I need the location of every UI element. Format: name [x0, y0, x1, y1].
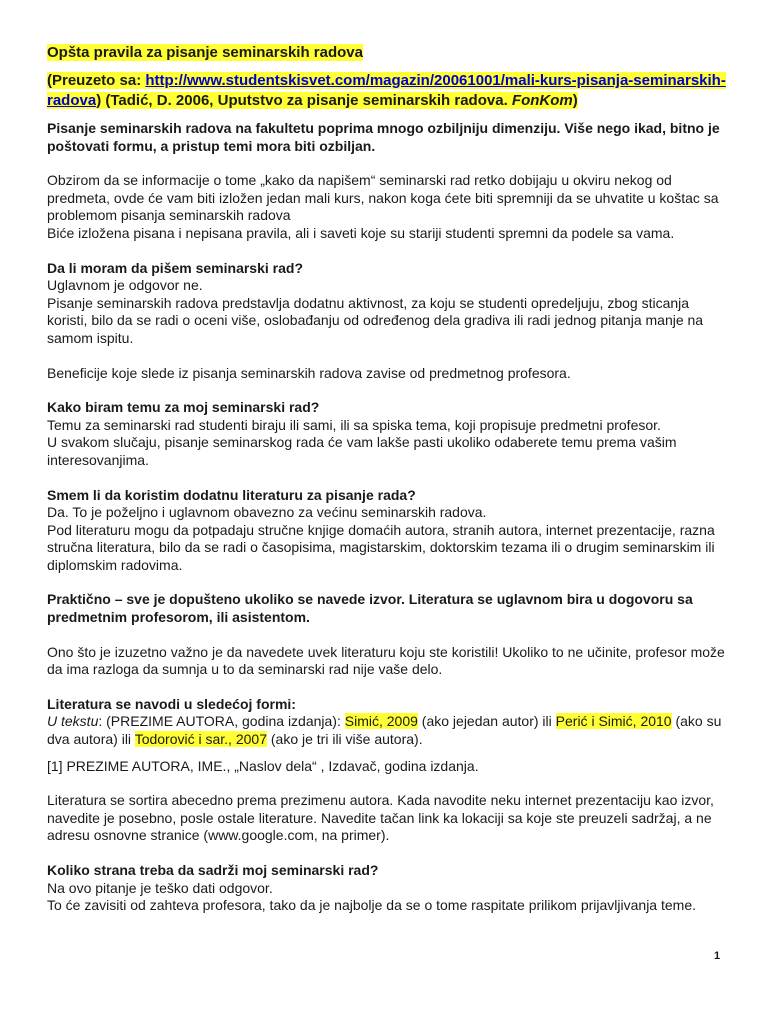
source-citation: (Tadić, D. 2006, Uputstvo za pisanje seminarskih radova.	[101, 92, 512, 109]
answer-page-count-1: Na ovo pitanje je teško dati odgovor.	[47, 879, 273, 896]
page-number: 1	[714, 950, 721, 962]
in-text-part-3: (ako su dva autora) ili	[47, 713, 722, 748]
in-text-label: U tekstu	[47, 713, 99, 730]
in-text-part-2: (ako jejedan autor) ili	[417, 713, 556, 730]
heading-must-write: Da li moram da pišem seminarski rad?	[47, 259, 303, 276]
source-link[interactable]: http://www.studentskisvet.com/magazin/20061001/mali-kurs-pisanja-seminarskih-radova	[47, 72, 726, 109]
source-prefix: (Preuzeto sa:	[47, 72, 146, 89]
heading-literature-format: Literatura se navodi u sledećoj formi:	[47, 695, 296, 712]
heading-choose-topic: Kako biram temu za moj seminarski rad?	[47, 399, 320, 416]
source-after-url: )	[96, 92, 102, 109]
answer-page-count-2: To će zavisiti od zahteva profesora, tako da je najbolje da se o tome raspitate prilikom prijavljivanja teme.	[47, 897, 696, 914]
answer-literature-use-3: Ono što je izuzetno važno je da navedete uvek literaturu koju ste koristili! Ukoliko to ne učinite, profesor može da ima razloga da sumnja u to da seminarski rad nije vaše delo.	[47, 643, 725, 678]
answer-literature-use-2: Pod literaturu mogu da potpadaju stručne knjige domaćih autora, stranih autora, internet prezentacije, razna stručna literatura, bilo da se radi o časopisima, magistarskim, doktorskim tezama ili o drugim seminarskim ili diplomskim radovima.	[47, 521, 715, 573]
in-text-part-1: : (PREZIME AUTORA, godina izdanja):	[98, 713, 345, 730]
source-close: )	[572, 92, 578, 109]
answer-must-write-3: Beneficije koje slede iz pisanja seminarskih radova zavise od predmetnog profesora.	[47, 364, 571, 381]
document-page	[47, 43, 727, 915]
citation-example-multiple: Todorović i sar., 2007	[134, 731, 267, 748]
document-title: Opšta pravila za pisanje seminarskih radova	[47, 44, 363, 61]
answer-must-write-2: Pisanje seminarskih radova predstavlja dodatnu aktivnost, za koju se studenti opredeljuju, zbog sticanja koristi, bilo da se radi o oceni više, oslobađanju od određenog dela gradiva ili radi jednog pitanja manje na samom ispitu.	[47, 294, 704, 346]
answer-choose-topic-1: Temu za seminarski rad studenti biraju ili sami, ili sa spiska tema, koji propisuje predmetni profesor.	[47, 416, 661, 433]
source-publisher: FonKom	[511, 92, 573, 109]
in-text-part-4: (ako je tri ili više autora).	[266, 731, 423, 748]
in-text-citation-rule	[47, 713, 727, 748]
citation-example-two: Perić i Simić, 2010	[555, 713, 672, 730]
answer-choose-topic-2: U svakom slučaju, pisanje seminarskog rada će vam lakše pasti ukoliko odaberete temu prema vašim interesovanjima.	[47, 434, 677, 468]
answer-literature-use-1: Da. To je poželjno i uglavnom obavezno za većinu seminarskih radova.	[47, 504, 487, 521]
intro-paragraph-2: Biće izložena pisana i nepisana pravila, ali i saveti koje su stariji studenti spremni da podele sa vama.	[47, 224, 675, 241]
answer-must-write-1: Uglavnom je odgovor ne.	[47, 277, 203, 294]
source-line	[47, 71, 727, 111]
heading-page-count: Koliko strana treba da sadrži moj seminarski rad?	[47, 862, 379, 878]
reference-format: [1] PREZIME AUTORA, IME., „Naslov dela“ , Izdavač, godina izdanja.	[47, 757, 479, 774]
heading-literature-use: Smem li da koristim dodatnu literaturu za pisanje rada?	[47, 486, 416, 503]
literature-bold-note: Praktično – sve je dopušteno ukoliko se navede izvor. Literatura se uglavnom bira u dogovoru sa predmetnim profesorom, ili asistentom.	[47, 591, 693, 626]
intro-paragraph-1: Obzirom da se informacije o tome „kako da napišem“ seminarski rad retko dobijaju u okviru nekog od predmeta, ovde će vam biti izložen jedan mali kurs, nakon koga ćete biti spremniji da se uhvatite u koštac sa problemom pisanja seminarskih radova	[47, 172, 719, 224]
intro-bold: Pisanje seminarskih radova na fakultetu poprima mnogo ozbiljniju dimenziju. Više nego ikad, bitno je poštovati formu, a pristup temi mora biti ozbiljan.	[47, 120, 720, 154]
citation-example-single: Simić, 2009	[344, 713, 418, 730]
literature-sort-note: Literatura se sortira abecedno prema prezimenu autora. Kada navodite neku internet prezentaciju kao izvor, navedite je posebno, posle ostale literature. Navedite tačan link ka lokaciji sa koje ste preuzeli sadržaj, a ne adresu osnovne stranice (www.google.com, na primer).	[47, 792, 714, 844]
